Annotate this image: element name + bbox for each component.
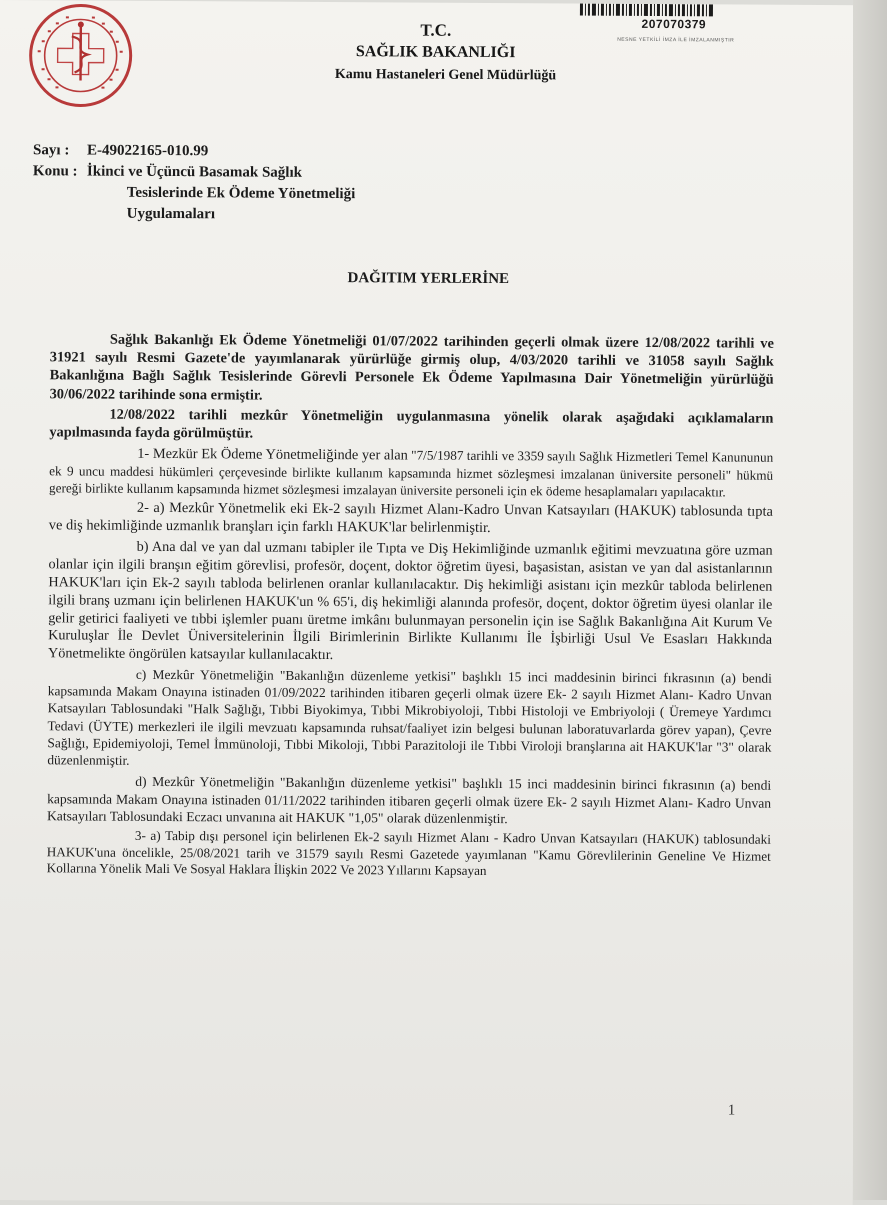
- sayi-value: E-49022165-010.99: [87, 142, 209, 160]
- konu-label: Konu :: [32, 163, 78, 180]
- konu-line-1: İkinci ve Üçüncü Basamak Sağlık: [86, 163, 303, 181]
- directorate-name: Kamu Hastaneleri Genel Müdürlüğü: [334, 67, 557, 84]
- addressee: DAĞITIM YERLERİNE: [347, 270, 510, 288]
- barcode-bars: [580, 4, 750, 17]
- paragraph-item-2a: 2- a) Mezkûr Yönetmelik eki Ek-2 sayılı Hizmet Alanı-Kadro Unvan Katsayıları (HAKUK) tablosunda tıpta ve diş hekimliğinde uzmanlık branşları için farklı HAKUK'lar belirlenmiştir.: [48, 499, 773, 536]
- paragraph-item-2b: b) Ana dal ve yan dal uzmanı tabipler ile Tıpta ve Diş Hekimliğinde uzmanlık eğitimi mevzuatına göre uzman olanlar için ilgili branşın eğitim görevlisi, profesör, doçent, doktor öğretim üyesi, başasistan, asistan ve yan dal asistanlarının HAKUK'ları için Ek-2 sayılı tabloda belirlenen oranlar kullanılacaktır. Diş hekimliği asistanı için mezkûr tabloda belirlenen ilgili branş uzmanı için belirlenen HAKUK'un % 65'i, diş hekimliği alanında profesör, doçent, doktor öğretim üyesi olanlar ile gelir getirici faaliyeti ve tıbbi işlemler puanı üretme imkânı bulunmayan personelin için ise Sağlık Bakanlığına Ait Kurum Ve Kuruluşlar İle Devlet Üniversitelerinin İlgili Birimlerinin Birlikte Kullanımı İle İşbirliği Usul Ve Esasları Hakkında Yönetmelikte öngörülen katsayılar kullanılacaktır.: [47, 539, 773, 664]
- page-number: 1: [727, 1102, 736, 1119]
- letter-body: [47, 330, 774, 881]
- barcode-number: 207070379: [641, 16, 707, 32]
- konu-line-3: Uygulamaları: [126, 205, 216, 223]
- state-abbreviation: T.C.: [420, 20, 452, 40]
- letterhead: [250, 20, 630, 85]
- ministry-of-health-logo: [27, 2, 134, 109]
- paragraph-item-3a: 3- a) Tabip dışı personel için belirlenen Ek-2 sayılı Hizmet Alanı - Kadro Unvan Katsayıları (HAKUK) tablosundaki HAKUK'una öncelikle, 25/08/2021 tarih ve 31579 sayılı Resmi Gazetede yayımlanan "Kamu Görevlilerinin Geneline Ve Hizmet Kollarına Yönelik Mali Ve Sosyal Haklara İlişkin 2022 Ve 2023 Yıllarını Kapsayan: [46, 828, 771, 879]
- scan-margin: [853, 0, 887, 1200]
- paragraph-second: 12/08/2022 tarihli mezkûr Yönetmeliğin uygulanmasına yönelik olarak aşağıdaki açıklamaların yapılmasında fayda görülmüştür.: [49, 406, 774, 442]
- ministry-name: SAĞLIK BAKANLIĞI: [355, 43, 516, 62]
- paragraph-item-2d: d) Mezkûr Yönetmeliğin "Bakanlığın düzenleme yetkisi" başlıklı 15 inci maddesinin birinci fıkrasının (a) bendi kapsamında Makam Onayına istinaden 01/11/2022 tarihinden itibaren geçerli olmak üzere Ek- 2 sayılı Hizmet Alanı- Kadro Unvan Katsayıları Tablosundaki Eczacı unvanına ait HAKUK "1,05" olarak düzenlenmiştir.: [46, 774, 772, 827]
- item-1-lead: 1- Mezkür Ek Ödeme Yönetmeliğinde yer alan: [137, 445, 408, 464]
- konu-line-2: Tesislerinde Ek Ödeme Yönetmeliği: [126, 184, 356, 203]
- barcode-caption: NESNE YETKİLİ İMZA İLE İMZALANMIŞTIR: [617, 36, 735, 44]
- paragraph-item-1: [49, 444, 773, 502]
- sayi-label: Sayı :: [33, 142, 70, 159]
- paragraph-item-2c: c) Mezkûr Yönetmeliğin "Bakanlığın düzenleme yetkisi" başlıklı 15 inci maddesinin birinci fıkrasının (a) bendi kapsamında Makam Onayına istinaden 01/09/2022 tarihinden itibaren geçerli olmak üzere Ek- 2 sayılı Hizmet Alanı- Kadro Unvan Katsayıları Tablosundaki "Halk Sağlığı, Tıbbi Biyokimya, Tıbbi Mikrobiyoloji, Tıbbi Histoloji ve Embriyoloji ( Üremeye Yardımcı Tedavi (ÜYTE) merkezleri ile ilgili mevzuatı kapsamında ruhsat/faaliyet izin belgesi bulunan laboratuvarlarda görev yapan), Çevre Sağlığı, Epidemiyoloji, Temel İmmünoloji, Tıbbi Mikoloji, Tıbbi Parazitoloji ile Tıbbi Viroloji branşlarına ait HAKUK'lar "3" olarak düzenlenmiştir.: [47, 666, 772, 768]
- document-barcode: [580, 4, 750, 44]
- document-meta: [33, 140, 356, 226]
- item-1-rest: "7/5/1987 tarihli ve 3359 sayılı Sağlık Hizmetleri Temel Kanununun ek 9 uncu maddesi hükümleri çerçevesinde birlikte kullanım kapsamında hizmet sözleşmesi imzalanan üniversite personeli" hükmü gereği birlikte kullanım kapsamında hizmet sözleşmesi imzalayan üniversite personeli için ek ödeme hesaplamaları yapılacaktır.: [48, 447, 774, 500]
- paragraph-intro: Sağlık Bakanlığı Ek Ödeme Yönetmeliği 01/07/2022 tarihinden geçerli olmak üzere 12/08/2022 tarihli ve 31921 sayılı Resmi Gazete'de yayımlanarak yürürlüğe girmiş olup, 4/03/2020 tarihli ve 31058 sayılı Sağlık Bakanlığına Bağlı Sağlık Tesislerinde Görevli Personele Ek Ödeme Yapılmasına Dair Yönetmeliğin yürürlüğü 30/06/2022 tarihinde sona ermiştir.: [49, 331, 774, 404]
